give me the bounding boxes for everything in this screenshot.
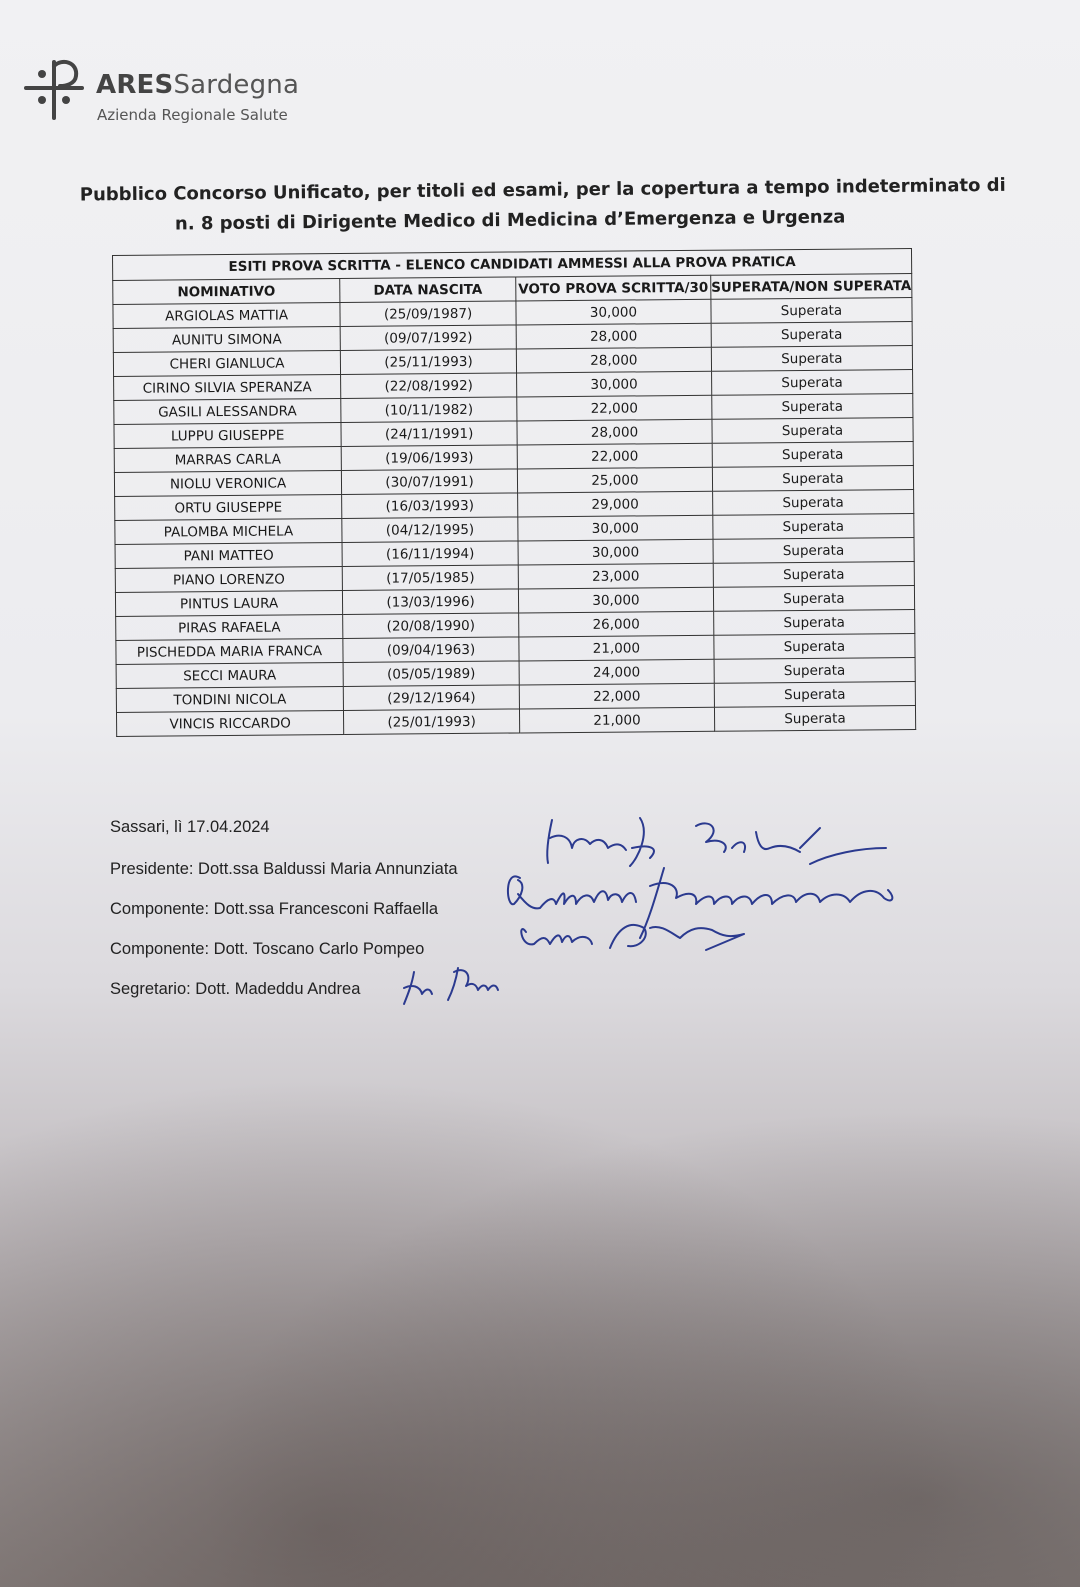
logo-name-bold: ARES (96, 70, 174, 100)
cell-birthdate: (16/03/1993) (342, 493, 518, 519)
cell-result: Superata (714, 682, 915, 708)
cell-result: Superata (712, 490, 913, 516)
cell-score: 29,000 (518, 491, 713, 517)
results-table-container (112, 248, 916, 737)
secretary-line: Segretario: Dott. Madeddu Andrea (110, 980, 361, 998)
cell-score: 21,000 (519, 635, 714, 661)
cell-score: 28,000 (516, 323, 711, 349)
cell-name: ARGIOLAS MATTIA (113, 303, 340, 329)
logo-name-rest: Sardegna (173, 70, 300, 100)
cell-birthdate: (25/01/1993) (344, 709, 520, 735)
cell-name: PIRAS RAFAELA (116, 615, 343, 641)
cell-birthdate: (13/03/1996) (343, 589, 519, 615)
cell-score: 26,000 (519, 611, 714, 637)
ares-logo-icon (22, 56, 86, 122)
cell-result: Superata (712, 418, 913, 444)
cell-result: Superata (713, 610, 914, 636)
cell-score: 28,000 (516, 347, 711, 373)
cell-name: GASILI ALESSANDRA (114, 399, 341, 425)
cell-birthdate: (25/09/1987) (340, 301, 516, 327)
cell-score: 30,000 (518, 587, 713, 613)
cell-name: ORTU GIUSEPPE (115, 495, 342, 521)
cell-birthdate: (16/11/1994) (342, 541, 518, 567)
cell-result: Superata (711, 370, 912, 396)
cell-score: 30,000 (516, 299, 711, 325)
cell-name: AUNITU SIMONA (113, 327, 340, 353)
document-title (79, 171, 1006, 240)
cell-birthdate: (17/05/1985) (342, 565, 518, 591)
cell-score: 22,000 (517, 443, 712, 469)
cell-name: VINCIS RICCARDO (116, 710, 343, 736)
cell-result: Superata (712, 442, 913, 468)
cell-name: TONDINI NICOLA (116, 686, 343, 712)
cell-name: LUPPU GIUSEPPE (114, 423, 341, 449)
cell-result: Superata (714, 634, 915, 660)
cell-name: CIRINO SILVIA SPERANZA (114, 375, 341, 401)
cell-result: Superata (713, 538, 914, 564)
cell-score: 23,000 (518, 563, 713, 589)
header-data-nascita: DATA NASCITA (340, 277, 516, 303)
cell-name: NIOLU VERONICA (114, 471, 341, 497)
place-date: Sassari, lì 17.04.2024 (110, 818, 270, 836)
cell-score: 24,000 (519, 659, 714, 685)
table-caption: ESITI PROVA SCRITTA - ELENCO CANDIDATI AMMESSI ALLA PROVA PRATICA (113, 249, 912, 281)
table-body (113, 298, 916, 737)
title-line-2: n. 8 posti di Dirigente Medico di Medicina d’Emergenza e Urgenza (174, 206, 846, 235)
cell-birthdate: (10/11/1982) (341, 397, 517, 423)
cell-name: PALOMBA MICHELA (115, 519, 342, 545)
cell-birthdate: (29/12/1964) (343, 685, 519, 711)
cell-name: CHERI GIANLUCA (113, 351, 340, 377)
cell-result: Superata (714, 706, 915, 732)
cell-result: Superata (711, 298, 912, 324)
ares-logo (22, 56, 300, 126)
cell-birthdate: (20/08/1990) (343, 613, 519, 639)
logo-subtitle: Azienda Regionale Salute (97, 106, 288, 124)
cell-result: Superata (712, 466, 913, 492)
cell-result: Superata (711, 346, 912, 372)
cell-score: 30,000 (517, 371, 712, 397)
cell-result: Superata (714, 658, 915, 684)
cell-birthdate: (24/11/1991) (341, 421, 517, 447)
header-esito: SUPERATA/NON SUPERATA (711, 274, 912, 300)
cell-birthdate: (04/12/1995) (342, 517, 518, 543)
cell-score: 28,000 (517, 419, 712, 445)
cell-result: Superata (713, 586, 914, 612)
cell-name: PINTUS LAURA (115, 591, 342, 617)
results-table (112, 248, 916, 737)
header-voto: VOTO PROVA SCRITTA/30 (516, 275, 711, 301)
cell-result: Superata (712, 394, 913, 420)
cell-result: Superata (711, 322, 912, 348)
cell-score: 30,000 (518, 515, 713, 541)
cell-birthdate: (19/06/1993) (341, 445, 517, 471)
cell-name: PIANO LORENZO (115, 567, 342, 593)
member2-line: Componente: Dott. Toscano Carlo Pompeo (110, 940, 425, 958)
cell-name: PISCHEDDA MARIA FRANCA (116, 638, 343, 664)
header-nominativo: NOMINATIVO (113, 279, 340, 305)
cell-result: Superata (713, 514, 914, 540)
cell-name: MARRAS CARLA (114, 447, 341, 473)
cell-score: 21,000 (520, 707, 715, 733)
member1-line: Componente: Dott.ssa Francesconi Raffaella (110, 900, 439, 918)
cell-birthdate: (09/07/1992) (340, 325, 516, 351)
title-line-1: Pubblico Concorso Unificato, per titoli ed esami, per la copertura a tempo indeterminato di (79, 174, 1006, 206)
secretary-signature (400, 962, 510, 1010)
cell-birthdate: (25/11/1993) (340, 349, 516, 375)
commission-signatures (500, 808, 910, 958)
logo-name (96, 70, 299, 100)
cell-result: Superata (713, 562, 914, 588)
cell-birthdate: (09/04/1963) (343, 637, 519, 663)
photo-shadow (0, 1000, 1080, 1587)
cell-score: 25,000 (517, 467, 712, 493)
cell-name: SECCI MAURA (116, 662, 343, 688)
cell-score: 22,000 (519, 683, 714, 709)
cell-score: 22,000 (517, 395, 712, 421)
cell-birthdate: (22/08/1992) (341, 373, 517, 399)
cell-name: PANI MATTEO (115, 543, 342, 569)
president-line: Presidente: Dott.ssa Baldussi Maria Annunziata (110, 860, 458, 878)
cell-birthdate: (05/05/1989) (343, 661, 519, 687)
cell-birthdate: (30/07/1991) (341, 469, 517, 495)
cell-score: 30,000 (518, 539, 713, 565)
